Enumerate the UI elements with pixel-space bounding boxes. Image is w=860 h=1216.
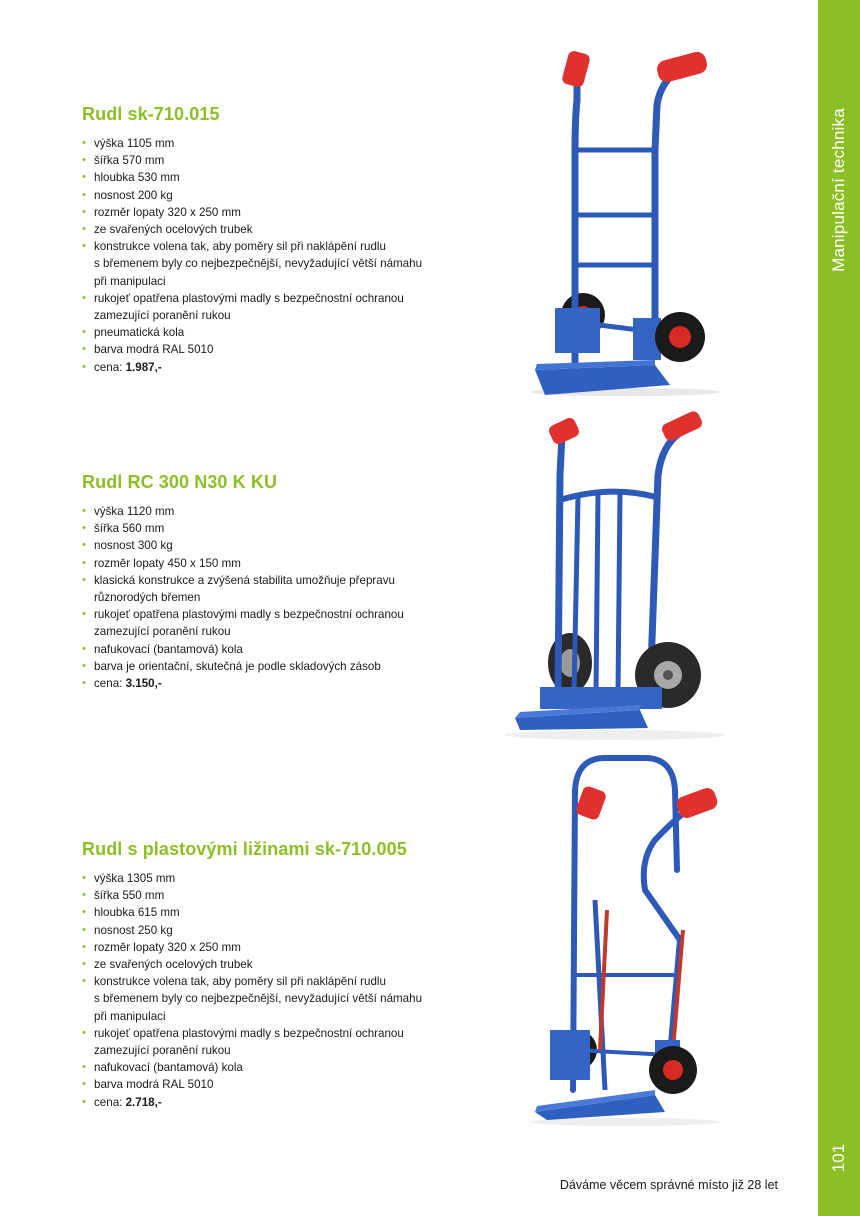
spec-item: • rukojeť opatřena plastovými madly s bezpečnostní ochranou zamezující poranění rukou (82, 290, 462, 324)
spec-item: • barva modrá RAL 5010 (82, 1076, 462, 1093)
spec-item: • nosnost 200 kg (82, 187, 462, 204)
spec-item: • rozměr lopaty 320 x 250 mm (82, 939, 462, 956)
hand-truck-image (505, 750, 745, 1130)
spec-item: • konstrukce volena tak, aby poměry sil při naklápění rudlu s břemenem byly co nejbezpečnější, nevyžadující větší námahu při manipulaci (82, 238, 462, 290)
spec-item: • nafukovací (bantamová) kola (82, 1059, 462, 1076)
spec-item: • nosnost 300 kg (82, 537, 462, 554)
product-spec-list (82, 135, 462, 376)
category-sidebar (818, 0, 860, 1216)
spec-item: • ze svařených ocelových trubek (82, 221, 462, 238)
spec-item: • výška 1120 mm (82, 503, 462, 520)
spec-item: • rukojeť opatřena plastovými madly s bezpečnostní ochranou zamezující poranění rukou (82, 1025, 462, 1059)
hand-truck-image (505, 40, 745, 400)
price-item: • cena: 1.987,- (82, 359, 462, 376)
product-block (82, 839, 462, 1111)
spec-item: • šířka 550 mm (82, 887, 462, 904)
product-block (82, 104, 462, 376)
page-number: 101 (829, 1143, 848, 1173)
spec-item: • nosnost 250 kg (82, 922, 462, 939)
sidebar-category-title: Manipulační technika (829, 108, 848, 272)
spec-item: • hloubka 530 mm (82, 169, 462, 186)
spec-item: • výška 1105 mm (82, 135, 462, 152)
spec-item: • nafukovací (bantamová) kola (82, 641, 462, 658)
spec-item: • barva modrá RAL 5010 (82, 341, 462, 358)
spec-item: • ze svařených ocelových trubek (82, 956, 462, 973)
spec-item: • výška 1305 mm (82, 870, 462, 887)
spec-item: • rukojeť opatřena plastovými madly s bezpečnostní ochranou zamezující poranění rukou (82, 606, 462, 640)
product-price: 2.718,- (125, 1095, 162, 1109)
spec-item: • pneumatická kola (82, 324, 462, 341)
spec-item: • barva je orientační, skutečná je podle skladových zásob (82, 658, 462, 675)
spec-item: • šířka 570 mm (82, 152, 462, 169)
product-spec-list (82, 870, 462, 1111)
spec-item: • rozměr lopaty 320 x 250 mm (82, 204, 462, 221)
product-price: 1.987,- (125, 360, 162, 374)
spec-item: • hloubka 615 mm (82, 904, 462, 921)
product-block (82, 472, 462, 692)
spec-item: • konstrukce volena tak, aby poměry sil při naklápění rudlu s břemenem byly co nejbezpečnější, nevyžadující větší námahu při manipulaci (82, 973, 462, 1025)
product-title: Rudl s plastovými ližinami sk-710.005 (82, 839, 407, 859)
spec-item: • klasická konstrukce a zvýšená stabilita umožňuje přepravu různorodých břemen (82, 572, 462, 606)
product-price: 3.150,- (125, 677, 162, 691)
product-title: Rudl sk-710.015 (82, 104, 220, 124)
footer-slogan: Dáváme věcem správné místo již 28 let (559, 1178, 778, 1192)
hand-truck-image (480, 405, 750, 750)
price-item: • cena: 3.150,- (82, 675, 462, 692)
product-spec-list (82, 503, 462, 692)
spec-item: • rozměr lopaty 450 x 150 mm (82, 555, 462, 572)
spec-item: • šířka 560 mm (82, 520, 462, 537)
price-item: • cena: 2.718,- (82, 1094, 462, 1111)
product-title: Rudl RC 300 N30 K KU (82, 472, 278, 492)
